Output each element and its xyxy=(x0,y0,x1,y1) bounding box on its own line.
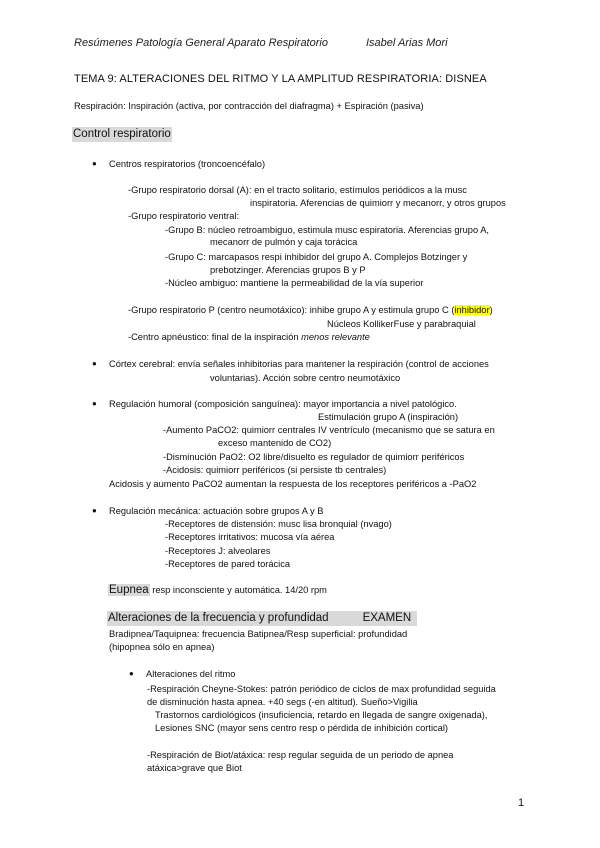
text-line: -Receptores J: alveolares xyxy=(165,546,271,556)
text-line: -Grupo respiratorio dorsal (A): en el tracto solitario, estímulos periódicos a la musc xyxy=(128,185,467,195)
text-span: -Centro apnéustico: final de la inspiración xyxy=(128,332,302,342)
text-line: -Aumento PaCO2: quimiorr centrales IV ventrículo (mecanismo que se satura en xyxy=(163,425,495,435)
bullet-icon: ● xyxy=(92,506,97,515)
text-line: de disminución hasta apnea. +40 segs (-en altitud). Sueño>Vigilia xyxy=(147,697,418,707)
text-line: -Receptores irritativos: mucosa vía aérea xyxy=(165,532,335,542)
bullet-cortex-text: Córtex cerebral: envía señales inhibitorias para mantener la respiración (control de acciones xyxy=(109,359,489,369)
bullet-icon: ● xyxy=(92,399,97,408)
header-doc-title: Resúmenes Patología General Aparato Respiratorio xyxy=(74,37,328,49)
page-number: 1 xyxy=(518,797,525,809)
text-line: -Grupo respiratorio ventral: xyxy=(128,211,240,221)
bullet-icon: ● xyxy=(92,359,97,368)
text-line: -Receptores de pared torácica xyxy=(165,559,291,569)
text-line: -Grupo B: núcleo retroambiguo, estimula musc espiratoria. Aferencias grupo A, xyxy=(165,225,490,235)
bullet-icon: ● xyxy=(129,669,134,678)
text-line: -Grupo C: marcapasos respi inhibidor del grupo A. Complejos Botzinger y xyxy=(165,252,468,262)
bullet-mecanica-title: Regulación mecánica: actuación sobre grupos A y B xyxy=(109,506,324,516)
intro-text: Respiración: Inspiración (activa, por contracción del diafragma) + Espiración (pasiva) xyxy=(74,101,424,111)
text-line: voluntarias). Acción sobre centro neumotáxico xyxy=(210,373,401,383)
text-line: atáxica>grave que Biot xyxy=(147,763,242,773)
text-line: -Núcleo ambiguo: mantiene la permeabilidad de la vía superior xyxy=(165,278,424,288)
section-heading-control: Control respiratorio xyxy=(73,128,171,140)
section-heading-frecuencia xyxy=(107,611,417,626)
text-line: Acidosis y aumento PaCO2 aumentan la respuesta de los receptores periféricos a -PaO2 xyxy=(109,479,477,489)
text-line: (hipopnea sólo en apnea) xyxy=(109,642,215,652)
text-span: -Grupo respiratorio P (centro neumotáxico): inhibe grupo A y estimula grupo C ( xyxy=(128,305,455,315)
text-line: -Acidosis: quimiorr periféricos (si persiste tb centrales) xyxy=(163,465,387,475)
bullet-ritmo-title: Alteraciones del ritmo xyxy=(146,669,236,679)
text-line: inspiratoria. Aferencias de quimiorr y mecanorr, y otros grupos xyxy=(250,198,506,208)
eupnea-line xyxy=(108,583,327,598)
text-line: Trastornos cardiológicos (insuficiencia, retardo en llegada de sangre oxigenada), xyxy=(155,710,488,720)
eupnea-term: Eupnea xyxy=(109,584,149,596)
text-span: ) xyxy=(489,305,493,315)
text-line: -Respiración Cheyne-Stokes: patrón periódico de ciclos de max profundidad seguida xyxy=(147,684,496,694)
section-title: Alteraciones de la frecuencia y profundidad xyxy=(108,612,329,624)
text-line: Bradipnea/Taquipnea: frecuencia Batipnea/Resp superficial: profundidad xyxy=(109,629,408,639)
text-line: exceso mantenido de CO2) xyxy=(218,438,332,448)
exam-tag: EXAMEN xyxy=(362,612,412,624)
italic-note: menos relevante xyxy=(301,332,370,342)
bullet-icon: ● xyxy=(92,159,97,168)
text-line: -Receptores de distensión: musc lisa bronquial (nvago) xyxy=(165,519,392,529)
text-line: Lesiones SNC (mayor sens centro resp o pérdida de inhibición cortical) xyxy=(155,723,448,733)
text-line: Núcleos KollikerFuse y parabraquial xyxy=(327,319,476,329)
text-line: mecanorr de pulmón y caja torácica xyxy=(210,237,358,247)
text-line-apneustico xyxy=(128,331,370,343)
text-line-grupo-p xyxy=(128,304,493,316)
page-title: TEMA 9: ALTERACIONES DEL RITMO Y LA AMPLITUD RESPIRATORIA: DISNEA xyxy=(74,73,487,85)
text-line: prebotzinger. Aferencias grupos B y P xyxy=(210,265,366,275)
highlighted-term: inhibidor xyxy=(454,305,490,315)
bullet-centros-title: Centros respiratorios (troncoencéfalo) xyxy=(109,159,266,169)
text-span: resp inconsciente y automática. 14/20 rpm xyxy=(149,585,327,595)
text-line: -Disminución PaO2: O2 libre/disuelto es regulador de quimiorr periféricos xyxy=(163,452,465,462)
bullet-humoral-title: Regulación humoral (composición sanguínea): mayor importancia a nivel patológico. xyxy=(109,399,457,409)
header-author: Isabel Arias Mori xyxy=(366,37,448,49)
text-line: Estimulación grupo A (inspiración) xyxy=(318,412,459,422)
text-line: -Respiración de Biot/atáxica: resp regular seguida de un periodo de apnea xyxy=(147,750,454,760)
